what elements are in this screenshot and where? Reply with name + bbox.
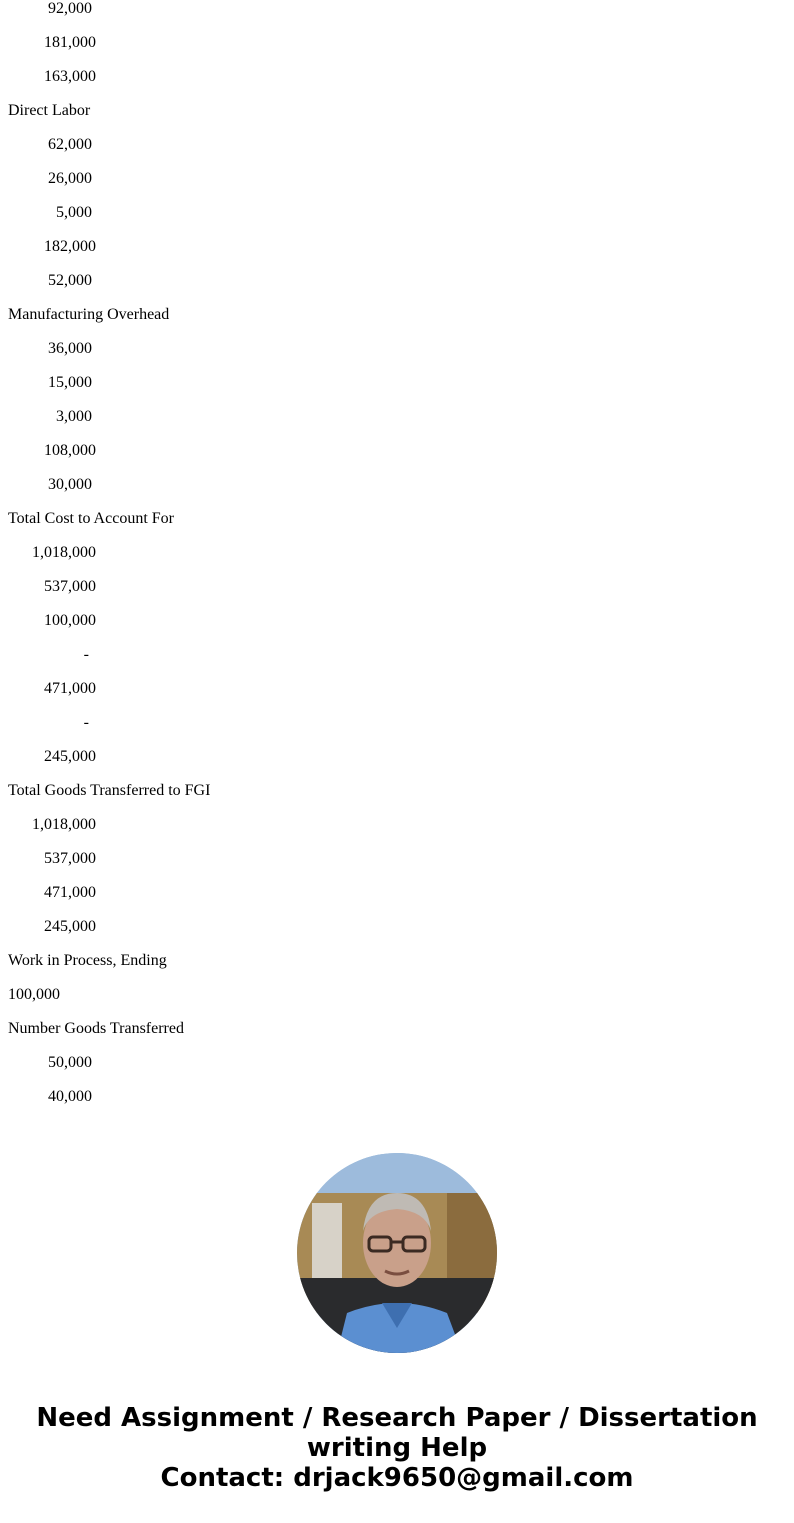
amount-row [0, 808, 794, 842]
amount-row [0, 400, 794, 434]
amount-row [0, 604, 794, 638]
amount-row [0, 536, 794, 570]
amount-row [0, 570, 794, 604]
amount-value: 3,000 [56, 408, 92, 425]
amount-value: 245,000 [44, 918, 96, 935]
section-label: Number Goods Transferred [8, 1020, 184, 1037]
amount-value: 62,000 [48, 136, 92, 153]
amount-row [0, 332, 794, 366]
amount-value: 108,000 [44, 442, 96, 459]
amount-value: 537,000 [44, 578, 96, 595]
amount-row [0, 672, 794, 706]
amount-row [0, 1046, 794, 1080]
amount-value: 182,000 [44, 238, 96, 255]
amount-value: 36,000 [48, 340, 92, 357]
section-label: Total Cost to Account For [8, 510, 174, 527]
amount-value: 471,000 [44, 884, 96, 901]
section-label-row [0, 298, 794, 332]
amount-row [0, 366, 794, 400]
amount-row [0, 1080, 794, 1114]
dash-value: - [83, 646, 89, 663]
amount-row [0, 196, 794, 230]
section-label: Work in Process, Ending [8, 952, 167, 969]
amount-row [0, 468, 794, 502]
amount-row [0, 910, 794, 944]
amount-value: 5,000 [56, 204, 92, 221]
amount-row [0, 60, 794, 94]
amount-row [0, 842, 794, 876]
section-label-row [0, 94, 794, 128]
amount-value: 163,000 [44, 68, 96, 85]
dash-value: - [83, 714, 89, 731]
amount-value: 52,000 [48, 272, 92, 289]
amount-value: 471,000 [44, 680, 96, 697]
promo-contact: Contact: drjack9650@gmail.com [160, 1463, 634, 1493]
section-label: Manufacturing Overhead [8, 306, 170, 323]
amount-value: 30,000 [48, 476, 92, 493]
section-label-row [0, 502, 794, 536]
amount-value: 245,000 [44, 748, 96, 765]
amount-value: 1,018,000 [32, 816, 96, 833]
amount-row [0, 740, 794, 774]
section-label: Direct Labor [8, 102, 91, 119]
amount-row [0, 638, 794, 672]
amount-value: 181,000 [44, 34, 96, 51]
section-label: Total Goods Transferred to FGI [8, 782, 211, 799]
amount-value: 26,000 [48, 170, 92, 187]
amount-row [0, 0, 794, 26]
amount-row [0, 706, 794, 740]
promo-line-2: writing Help [306, 1433, 488, 1463]
section-label-row [0, 944, 794, 978]
portrait-image [297, 1153, 497, 1353]
amount-value: 15,000 [48, 374, 92, 391]
amount-value: 40,000 [48, 1088, 92, 1105]
amount-value: 100,000 [44, 612, 96, 629]
amount-row [0, 264, 794, 298]
promo-banner [0, 1403, 794, 1493]
amount-value: 100,000 [8, 986, 60, 1003]
amount-value: 1,018,000 [32, 544, 96, 561]
amount-row [0, 978, 794, 1012]
amount-value: 50,000 [48, 1054, 92, 1071]
amount-row [0, 26, 794, 60]
section-label-row [0, 1012, 794, 1046]
section-label-row [0, 774, 794, 808]
amount-value: 92,000 [48, 0, 92, 17]
amount-row [0, 876, 794, 910]
promo-line-1: Need Assignment / Research Paper / Dissertation [36, 1403, 758, 1433]
amount-row [0, 128, 794, 162]
amount-value: 537,000 [44, 850, 96, 867]
amount-row [0, 162, 794, 196]
amount-row [0, 230, 794, 264]
author-photo [297, 1153, 497, 1353]
amount-row [0, 434, 794, 468]
